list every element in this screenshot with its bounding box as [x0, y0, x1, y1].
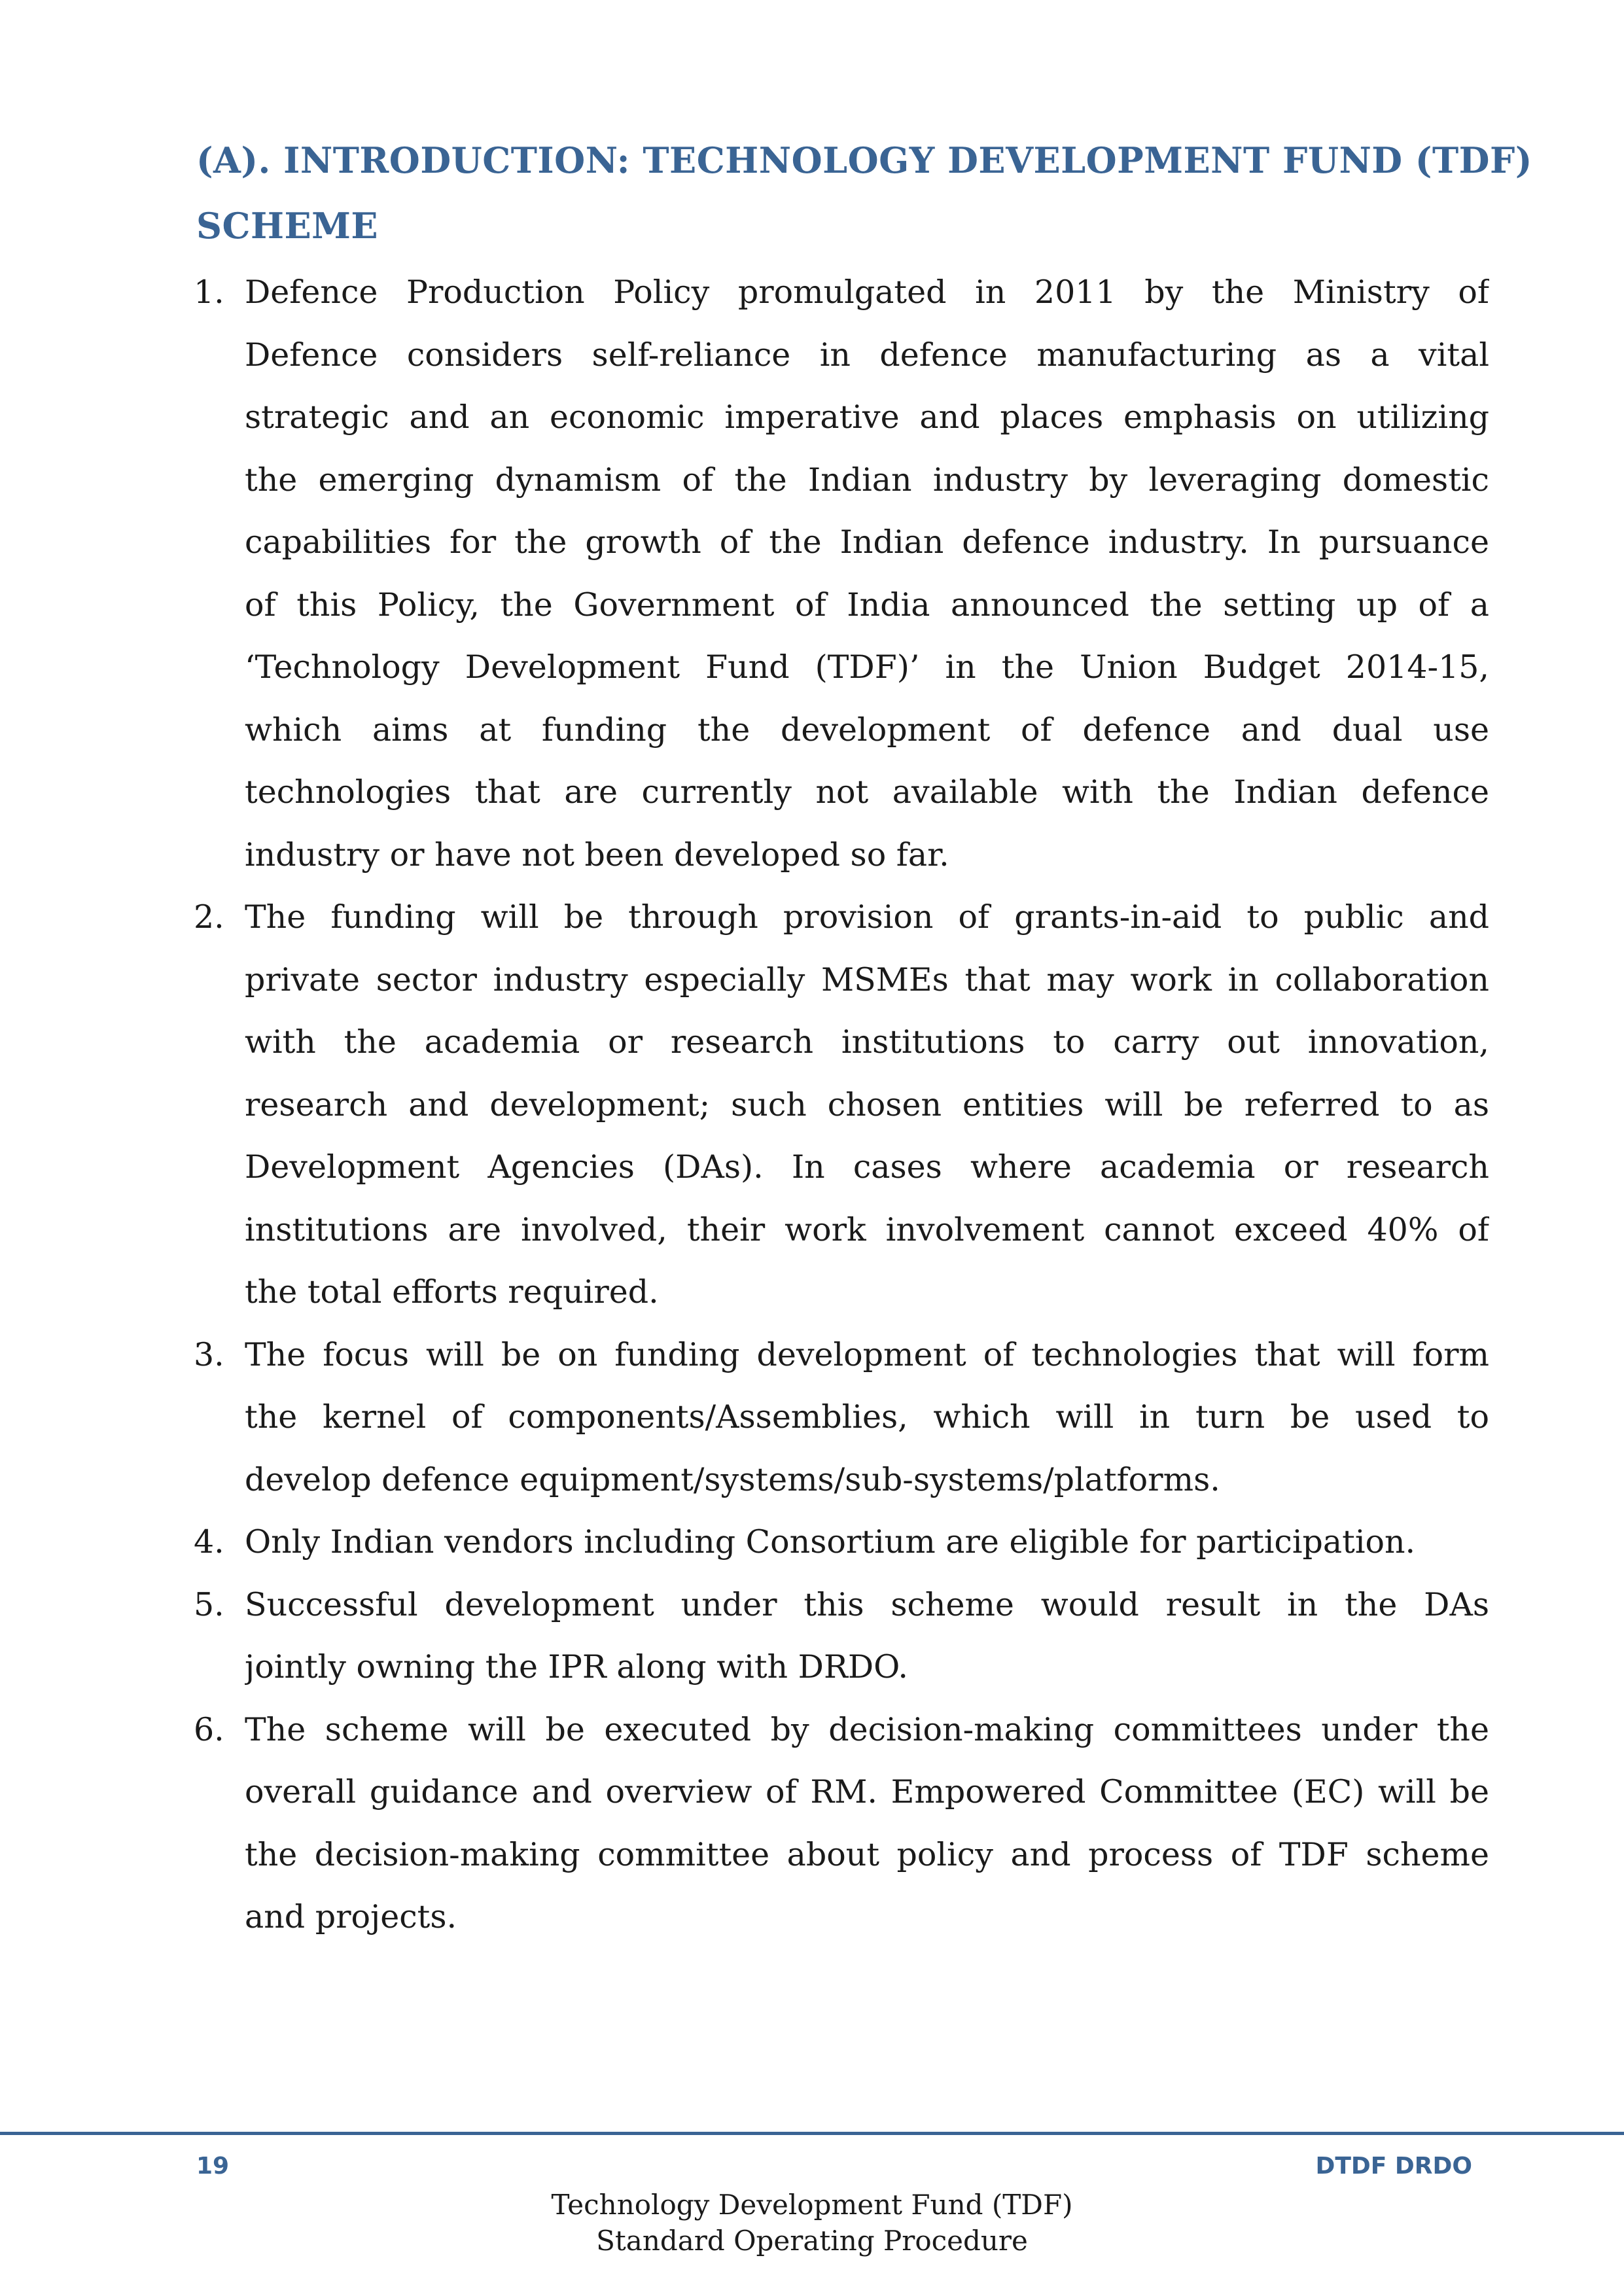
list-item-text-line: and projects.: [245, 1898, 457, 1935]
list-item-text-line: The focus will be on funding development of technologies that will form: [245, 1335, 1489, 1373]
section-heading: [196, 128, 1532, 258]
list-item-text-line: strategic and an economic imperative and places emphasis on utilizing: [245, 398, 1489, 436]
list-item: [194, 1511, 1489, 1574]
list-item-text-line: Defence Production Policy promulgated in 2011 by the Ministry of: [245, 274, 1489, 311]
list-item-text-line: Only Indian vendors including Consortium are eligible for participation.: [245, 1523, 1416, 1561]
list-item-number: 1.: [194, 274, 224, 311]
list-item-text-line: overall guidance and overview of RM. Empowered Committee (EC) will be: [245, 1773, 1489, 1810]
list-item-text-line: Development Agencies (DAs). In cases where academia or research: [245, 1148, 1489, 1186]
footer-divider: [0, 2132, 1624, 2135]
list-item-text-line: with the academia or research institutions to carry out innovation,: [245, 1023, 1489, 1061]
list-item: [194, 886, 1489, 1324]
page-number: 19: [196, 2153, 230, 2180]
list-item-text-line: jointly owning the IPR along with DRDO.: [245, 1648, 908, 1686]
list-item-number: 6.: [194, 1710, 224, 1748]
list-item-number: 2.: [194, 898, 224, 936]
list-item-text-line: institutions are involved, their work involvement cannot exceed 40% of: [245, 1210, 1489, 1248]
section-heading-line-1: (A). INTRODUCTION: TECHNOLOGY DEVELOPMENT FUND (TDF): [196, 139, 1532, 181]
document-subtitle: Standard Operating Procedure: [596, 2225, 1028, 2257]
organization-label: DTDF DRDO: [1315, 2153, 1472, 2180]
list-item-text-line: the decision-making committee about policy and process of TDF scheme: [245, 1835, 1489, 1873]
list-item-text-line: the emerging dynamism of the Indian industry by leveraging domestic: [245, 461, 1489, 499]
list-item-text-line: The funding will be through provision of grants-in-aid to public and: [245, 898, 1489, 936]
list-item-number: 5.: [194, 1585, 224, 1623]
list-item-text-line: the total efforts required.: [245, 1273, 659, 1311]
list-item-text-line: which aims at funding the development of defence and dual use: [245, 711, 1489, 749]
list-item-text-line: industry or have not been developed so far.: [245, 836, 949, 874]
list-item: [194, 1574, 1489, 1699]
list-item-text-line: develop defence equipment/systems/sub-systems/platforms.: [245, 1460, 1220, 1498]
list-item: [194, 1324, 1489, 1511]
list-item: [194, 1699, 1489, 1949]
list-item-text-line: capabilities for the growth of the Indian defence industry. In pursuance: [245, 523, 1489, 561]
numbered-list: [194, 261, 1489, 1949]
list-item-text-line: technologies that are currently not available with the Indian defence: [245, 773, 1489, 811]
list-item-text-line: The scheme will be executed by decision-making committees under the: [245, 1710, 1489, 1748]
list-item-text-line: research and development; such chosen entities will be referred to as: [245, 1086, 1489, 1123]
list-item-number: 3.: [194, 1335, 224, 1373]
list-item: [194, 261, 1489, 886]
document-title: Technology Development Fund (TDF): [551, 2189, 1073, 2221]
list-item-text-line: Defence considers self-reliance in defence manufacturing as a vital: [245, 336, 1489, 374]
list-item-text-line: private sector industry especially MSMEs that may work in collaboration: [245, 961, 1489, 998]
list-item-text-line: the kernel of components/Assemblies, which will in turn be used to: [245, 1398, 1489, 1436]
section-heading-line-2: SCHEME: [196, 205, 379, 247]
list-item-number: 4.: [194, 1523, 224, 1561]
list-item-text-line: of this Policy, the Government of India announced the setting up of a: [245, 586, 1489, 624]
list-item-text-line: ‘Technology Development Fund (TDF)’ in the Union Budget 2014-15,: [245, 648, 1489, 686]
list-item-text-line: Successful development under this scheme would result in the DAs: [245, 1585, 1489, 1623]
